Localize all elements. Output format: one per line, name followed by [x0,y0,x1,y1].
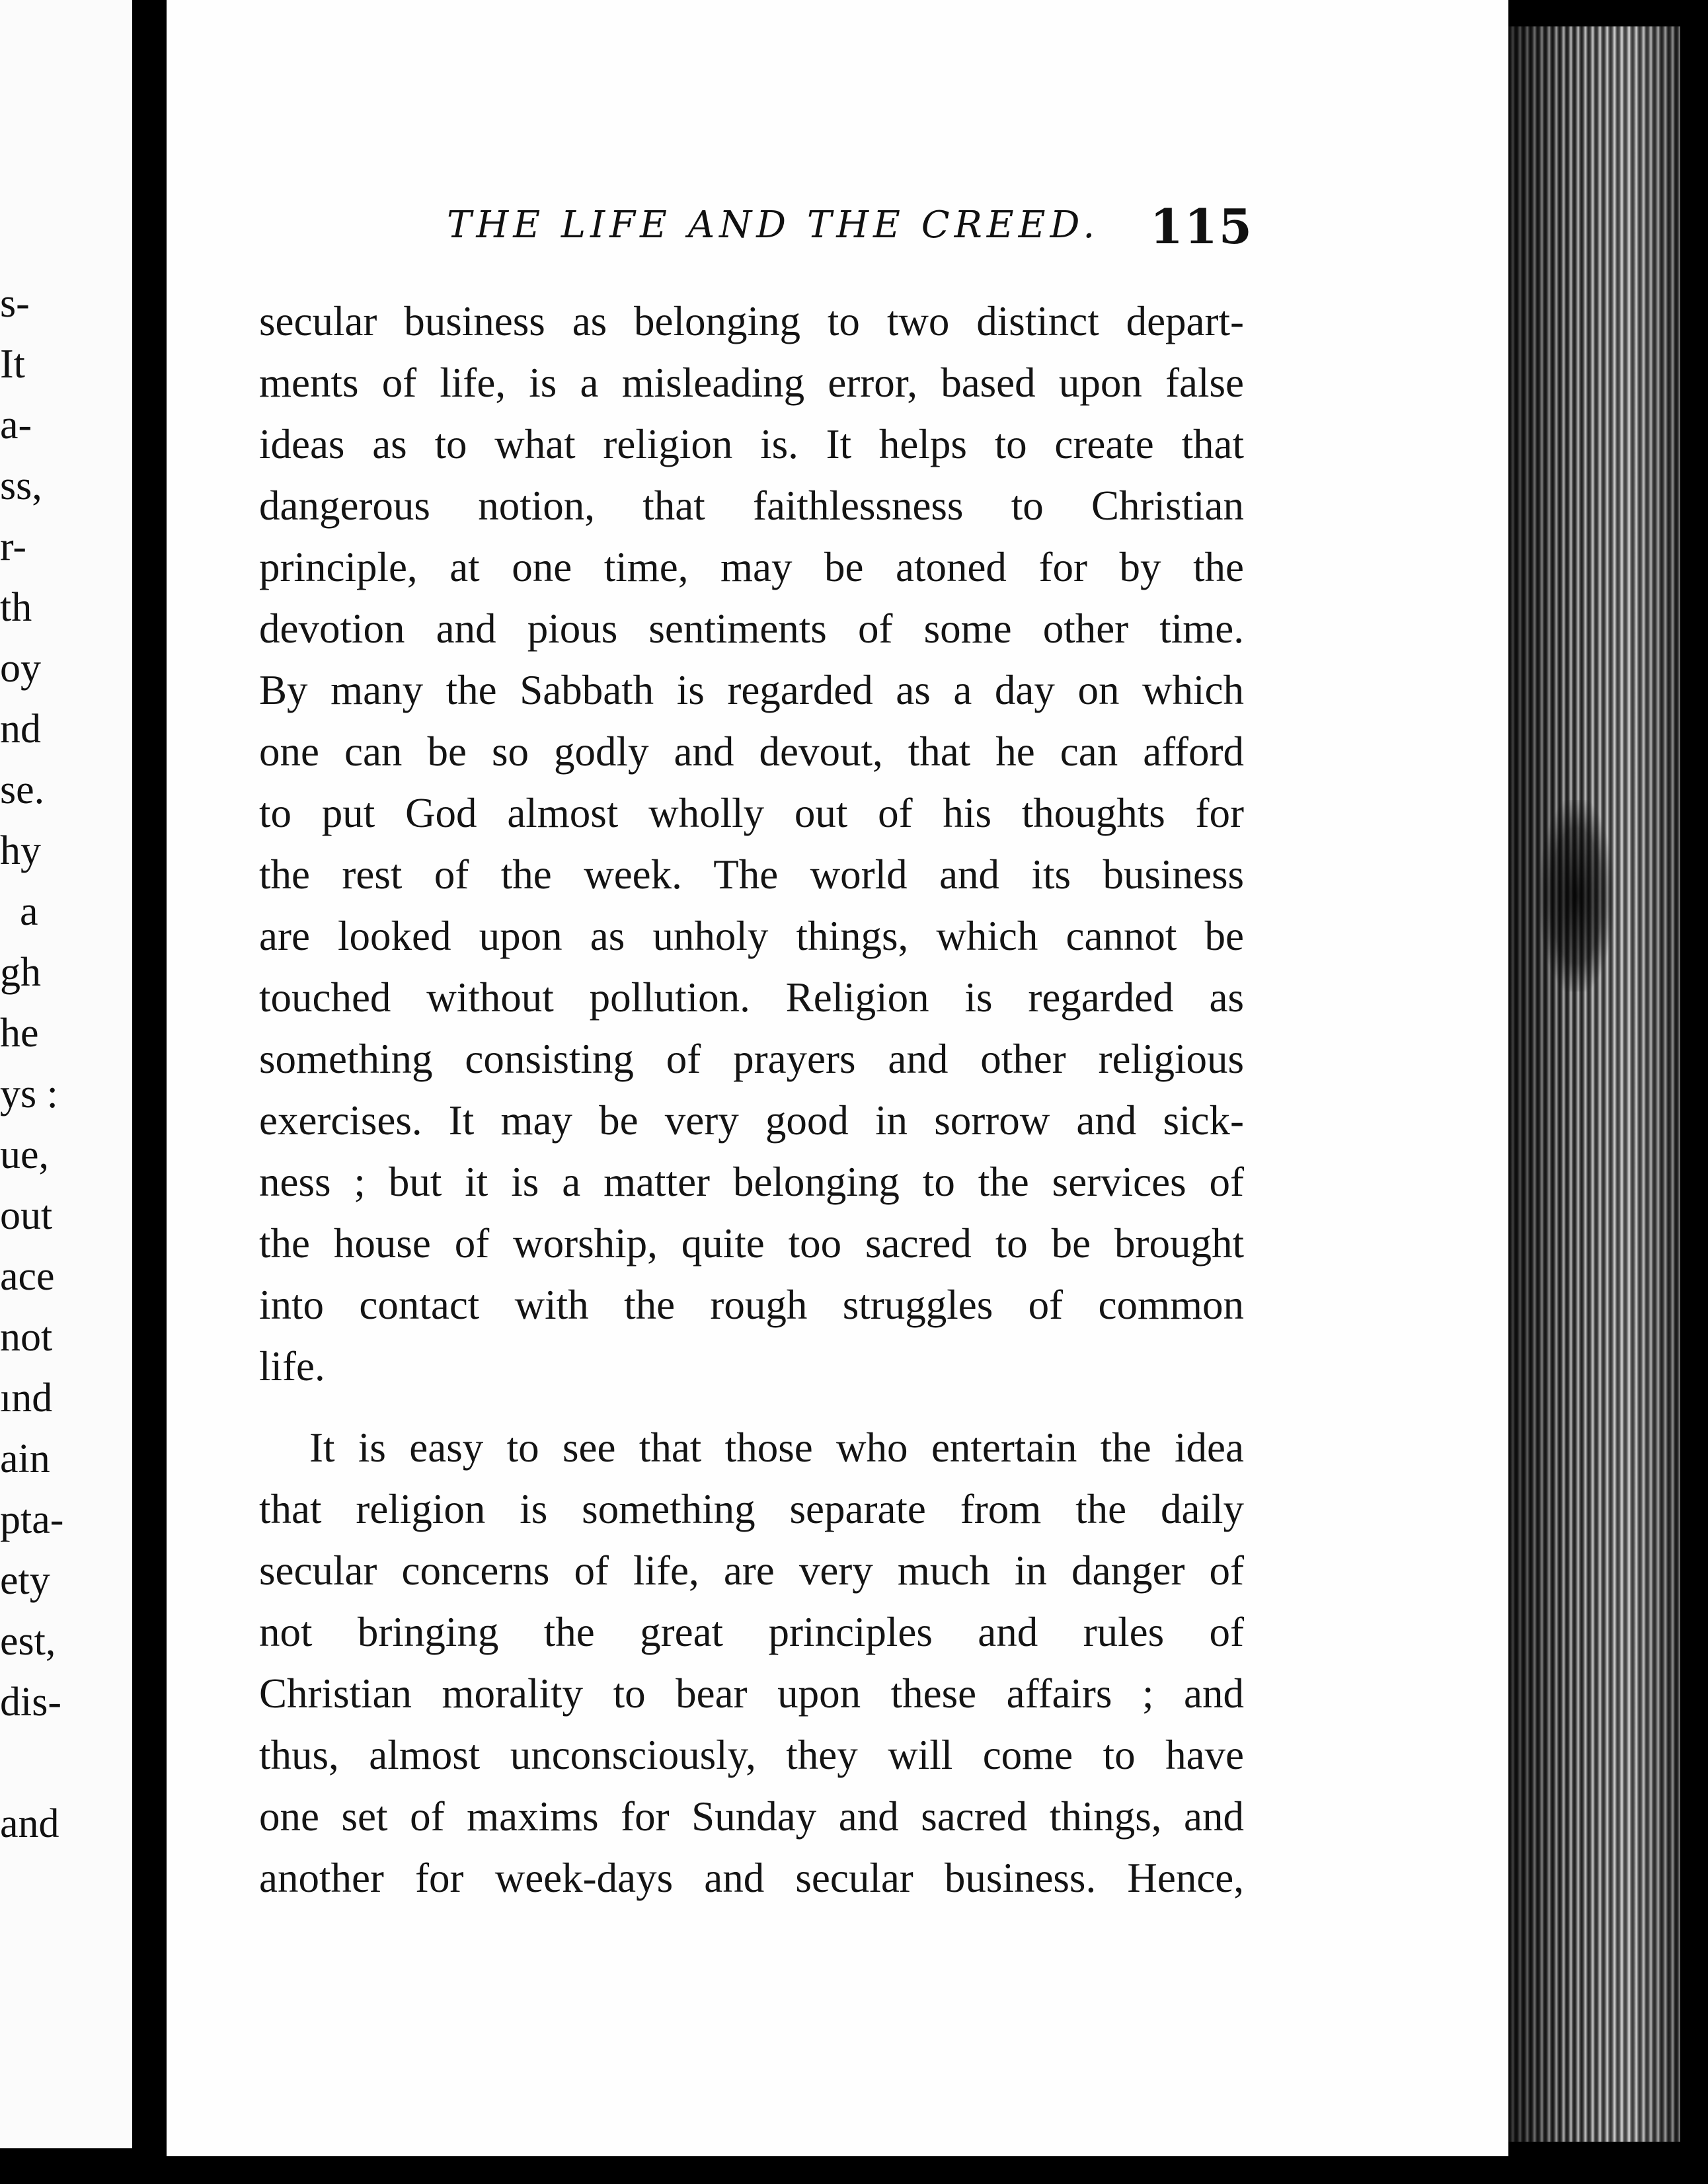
text-line: principle, at one time, may be atoned for by the [259,544,1244,590]
text-line: another for week-days and secular business. Hence, [259,1855,1244,1901]
left-line-fragment: th [0,585,32,630]
left-line-fragment: not [0,1315,53,1360]
left-line-fragment: he [0,1011,39,1056]
left-line-fragment: ace [0,1254,55,1299]
left-line-fragment: ys : [0,1072,58,1116]
text-line: into contact with the rough struggles of common [259,1282,1244,1328]
left-line-fragment: a [20,889,38,934]
text-line: the rest of the week. The world and its business [259,851,1244,898]
text-line: not bringing the great principles and rules of [259,1609,1244,1655]
text-line: secular business as belonging to two distinct depart- [259,298,1244,344]
left-line-fragment: It [0,342,25,387]
left-line-fragment: est, [0,1619,56,1664]
text-line: the house of worship, quite too sacred to be brought [259,1220,1244,1267]
left-line-fragment: ınd [0,1376,53,1421]
body-text [259,291,1244,1909]
text-line: ments of life, is a misleading error, based upon false [259,360,1244,406]
left-line-fragment: se. [0,767,45,812]
paragraph-1 [259,291,1244,1397]
text-line: to put God almost wholly out of his thoughts for [259,790,1244,836]
left-line-fragment: ue, [0,1132,50,1177]
left-line-fragment: pta- [0,1497,64,1542]
text-line: that religion is something separate from the daily [259,1486,1244,1532]
text-line: exercises. It may be very good in sorrow and sick- [259,1097,1244,1144]
text-line: dangerous notion, that faithlessness to Christian [259,483,1244,529]
text-line: secular concerns of life, are very much in danger of [259,1547,1244,1594]
text-line: devotion and pious sentiments of some other time. [259,605,1244,652]
book-gutter [132,0,167,2184]
page-number: 115 [1149,198,1253,254]
ink-blot [1540,800,1613,992]
text-line: something consisting of prayers and other religious [259,1036,1244,1082]
left-line-fragment: s- [0,281,30,326]
paragraph-break [259,1397,1244,1417]
left-line-fragment: hy [0,828,41,873]
left-line-fragment: ety [0,1558,50,1603]
left-line-fragment: and [0,1801,59,1846]
page-header [447,198,1253,258]
left-line-fragment: nd [0,707,41,752]
text-line: It is easy to see that those who entertain the idea [309,1424,1244,1471]
left-line-fragment: oy [0,646,41,691]
text-line: By many the Sabbath is regarded as a day on which [259,667,1244,713]
text-line: life. [259,1343,325,1389]
text-line: Christian morality to bear upon these affairs ; and [259,1670,1244,1717]
text-line: are looked upon as unholy things, which cannot be [259,913,1244,959]
text-line: touched without pollution. Religion is regarded as [259,974,1244,1021]
left-line-fragment: a- [0,403,32,448]
paragraph-2 [259,1417,1244,1909]
left-line-fragment: ss, [0,463,42,508]
running-head: THE LIFE AND THE CREED. [447,204,1100,247]
left-line-fragment: dis- [0,1680,61,1725]
left-line-fragment: out [0,1193,53,1238]
left-line-fragment: r- [0,524,27,569]
text-line: ness ; but it is a matter belonging to the services of [259,1159,1244,1205]
text-line: thus, almost unconsciously, they will come to have [259,1732,1244,1778]
page-edges-shading [1508,26,1680,2142]
text-line: one can be so godly and devout, that he can afford [259,728,1244,775]
text-line: ideas as to what religion is. It helps to create that [259,421,1244,467]
left-line-fragment: ain [0,1436,50,1481]
previous-page-fragment [0,0,135,2148]
left-line-fragment: gh [0,950,41,995]
text-line: one set of maxims for Sunday and sacred things, and [259,1793,1244,1840]
